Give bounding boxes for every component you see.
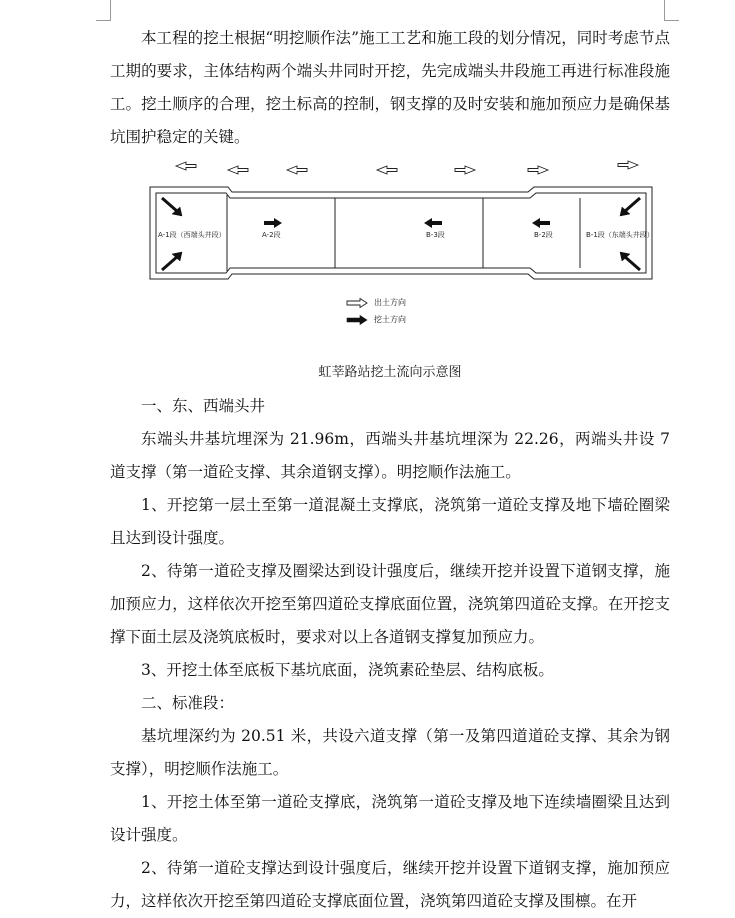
intro-paragraph: 本工程的挖土根据“明挖顺作法”施工工艺和施工段的划分情况，同时考虑节点工期的要求，主体结构两个端头井同时开挖，先完成端头井段施工再进行标准段施工。挖土顺序的合理，挖土标高的控制，钢支撑的及时安装和施加预应力是确保基坑围护稳定的关键。: [110, 29, 670, 146]
section-label-b2: B-2段: [534, 231, 553, 239]
legend-dig-label: 挖土方向: [374, 315, 406, 324]
dig-arrow-icon: [162, 256, 178, 270]
document-body: [110, 22, 670, 918]
paragraph-standard-step2: 2、待第一道砼支撑达到设计强度后，继续开挖并设置下道钢支撑，施加预应力，这样依次开挖至第四道砼支撑底面位置，浇筑第四道砼支撑及围檩。在开: [110, 859, 670, 910]
dig-arrow-icon: [432, 221, 442, 225]
page-corner-mark-right: [664, 0, 679, 21]
dig-arrow-head: [274, 218, 282, 228]
legend-row-dig: [346, 311, 406, 328]
dig-arrow-icon: [162, 198, 178, 212]
paragraph-standard-depth: 基坑埋深约为 20.51 米，共设六道支撑（第一及第四道道砼支撑、其余为钢支撑），明挖顺作法施工。: [110, 727, 670, 778]
figure-caption: 虹莘路站挖土流向示意图: [318, 365, 462, 380]
paragraph-end-wells-depth: 东端头井基坑埋深为 21.96m，西端头井基坑埋深为 22.26，两端头井设 7 道支撑（第一道砼支撑、其余道钢支撑）。明挖顺作法施工。: [110, 430, 670, 481]
paragraph-end-wells-step2: 2、待第一道砼支撑及圈梁达到设计强度后，继续开挖并设置下道钢支撑，施加预应力，这样依次开挖至第四道砼支撑底面位置，浇筑第四道砼支撑。在开挖支撑下面土层及浇筑底板时，要求对以上各道钢支撑复加预应力。: [110, 562, 670, 646]
dig-arrow-head: [532, 218, 540, 228]
excavation-flow-diagram: [110, 160, 670, 360]
flow-diagram-svg: [110, 160, 670, 310]
outflow-arrow-icon: [377, 166, 397, 174]
paragraph-end-wells-step1: 1、开挖第一层土至第一道混凝土支撑底，浇筑第一道砼支撑及地下墙砼圈梁且达到设计强度。: [110, 496, 670, 547]
diagram-legend: [346, 294, 406, 328]
section-label-a1: A-1段（西端头井段）: [158, 231, 226, 239]
pit-inner-outline: [156, 193, 646, 273]
legend-out-label: 出土方向: [374, 298, 406, 307]
outflow-arrow-icon: [176, 162, 196, 170]
outflow-arrow-icon: [287, 166, 307, 174]
dig-arrow-head: [424, 218, 432, 228]
page-corner-mark-left: [96, 0, 111, 21]
dig-arrow-icon: [346, 315, 368, 325]
legend-row-out: [346, 294, 406, 311]
dig-arrow-icon: [624, 256, 640, 270]
dig-arrow-icon: [540, 221, 550, 225]
outflow-arrow-icon: [228, 166, 248, 174]
section-heading-end-wells: 一、东、西端头井: [141, 397, 266, 415]
dig-arrow-icon: [624, 198, 640, 212]
paragraph-end-wells-step3: 3、开挖土体至底板下基坑底面，浇筑素砼垫层、结构底板。: [141, 661, 554, 679]
outflow-arrow-icon: [346, 298, 368, 308]
section-label-a2: A-2段: [262, 231, 281, 239]
outflow-arrow-icon: [528, 166, 548, 174]
dig-arrow-icon: [264, 221, 274, 225]
section-label-b1: B-1段（东端头井段）: [586, 231, 654, 239]
section-heading-standard: 二、标准段：: [141, 694, 235, 712]
section-label-b3: B-3段: [426, 231, 445, 239]
paragraph-standard-step1: 1、开挖土体至第一道砼支撑底，浇筑第一道砼支撑及地下连续墙圈梁且达到设计强度。: [110, 793, 670, 844]
outflow-arrow-icon: [618, 161, 638, 169]
outflow-arrow-icon: [455, 166, 475, 174]
